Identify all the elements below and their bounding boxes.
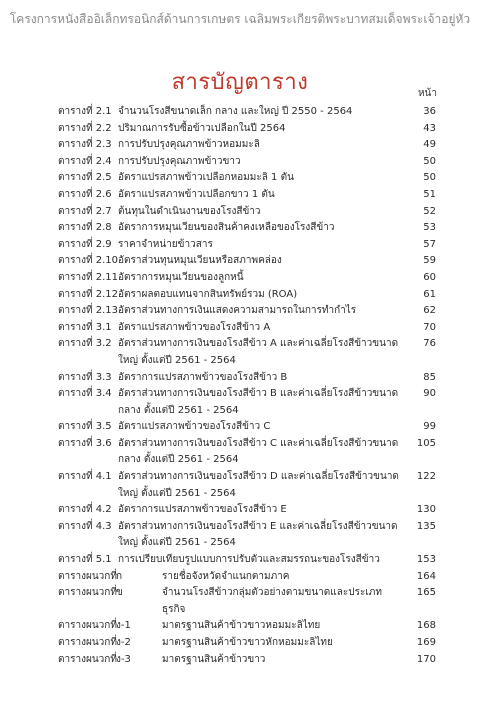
entry-label: ตารางที่ 5.1 — [58, 554, 112, 566]
entry-label: ตารางที่ 3.2 — [58, 338, 112, 350]
entry-page: 61 — [423, 288, 436, 300]
entry-label: ตารางที่ 4.3 — [58, 520, 112, 532]
entry-title: มาตรฐานสินค้าข้าวขาวหักหอมมะลิไทย — [162, 637, 333, 648]
toc-entry[interactable] — [58, 170, 438, 187]
entry-page: 53 — [423, 222, 436, 234]
entry-label: ตารางผนวกที่ — [58, 653, 117, 665]
entry-page: 90 — [423, 388, 436, 400]
toc-entry[interactable] — [58, 419, 438, 436]
toc-entry[interactable] — [58, 220, 438, 237]
entry-page: 36 — [423, 106, 436, 117]
entry-label: ตารางที่ 2.1 — [58, 106, 112, 117]
entry-number: ง-3 — [116, 653, 131, 665]
entry-label: ตารางที่ 3.5 — [58, 421, 112, 433]
appendix-entry[interactable] — [58, 618, 438, 635]
entry-title: อัตราส่วนทุนหมุนเวียนหรือสภาพคล่อง — [118, 255, 282, 267]
entry-title: อัตราส่วนทางการเงินของโรงสีข้าว D และค่าเฉลี่ยโรงสีข้าวขนาดใหญ่ ตั้งแต่ปี 2561 - 2564 — [118, 471, 399, 499]
table-of-tables — [58, 104, 438, 668]
entry-label: ตารางที่ 2.7 — [58, 205, 112, 217]
entry-page: 165 — [416, 587, 436, 599]
entry-title: มาตรฐานสินค้าข้าวขาว — [162, 653, 266, 665]
entry-label: ตารางที่ 2.9 — [58, 238, 112, 250]
entry-label: ตารางที่ 2.12 — [58, 288, 119, 300]
appendix-entry[interactable] — [58, 635, 438, 652]
entry-label: ตารางที่ 3.6 — [58, 437, 112, 449]
entry-page: 49 — [423, 139, 436, 151]
entry-label: ตารางที่ 2.8 — [58, 222, 112, 234]
toc-entry[interactable] — [58, 237, 438, 254]
entry-number: ก — [116, 570, 123, 582]
entry-page: 59 — [423, 255, 436, 267]
toc-entry[interactable] — [58, 187, 438, 204]
entry-label: ตารางที่ 2.10 — [58, 255, 119, 267]
toc-entry[interactable] — [58, 253, 438, 270]
entry-label: ตารางที่ 2.5 — [58, 172, 112, 184]
entry-title: รายชื่อจังหวัดจำแนกตามภาค — [162, 570, 290, 582]
entry-label: ตารางที่ 3.3 — [58, 371, 112, 383]
page-title: สารบัญตาราง — [171, 70, 309, 95]
appendix-entry[interactable] — [58, 585, 438, 618]
entry-label: ตารางที่ 4.2 — [58, 504, 112, 516]
entry-title: อัตราการแปรสภาพข้าวของโรงสีข้าว E — [118, 504, 287, 516]
entry-label: ตารางที่ 4.1 — [58, 471, 112, 483]
entry-title: อัตราส่วนทางการเงินของโรงสีข้าว E และค่าเฉลี่ยโรงสีข้าวขนาดใหญ่ ตั้งแต่ปี 2561 - 2564 — [118, 520, 398, 549]
entry-label: ตารางที่ 3.4 — [58, 388, 112, 400]
entry-page: 50 — [423, 155, 436, 167]
entry-page: 135 — [416, 520, 436, 532]
toc-entry[interactable] — [58, 436, 438, 469]
toc-entry[interactable] — [58, 104, 438, 121]
entry-page: 164 — [416, 570, 436, 582]
entry-label: ตารางที่ 2.11 — [58, 271, 119, 283]
entry-title: ต้นทุนในดำเนินงานของโรงสีข้าว — [118, 205, 261, 217]
appendix-entry[interactable] — [58, 652, 438, 669]
entry-title: อัตราแปรสภาพข้าวเปลือกขาว 1 ตัน — [118, 188, 275, 200]
entry-page: 52 — [423, 205, 436, 217]
entry-page: 130 — [416, 504, 436, 516]
entry-label: ตารางผนวกที่ — [58, 637, 117, 648]
toc-entry[interactable] — [58, 469, 438, 502]
entry-page: 76 — [423, 338, 436, 350]
entry-title: อัตราผลตอบแทนจากสินทรัพย์รวม (ROA) — [118, 288, 298, 300]
entry-page: 62 — [423, 305, 436, 317]
entry-label: ตารางที่ 2.6 — [58, 188, 112, 200]
entry-page: 99 — [423, 421, 436, 433]
toc-entry[interactable] — [58, 320, 438, 337]
entry-title: การเปรียบเทียบรูปแบบการปรับตัวและสมรรถนะของโรงสีข้าว — [118, 554, 380, 566]
entry-page: 57 — [423, 238, 436, 250]
entry-page: 51 — [423, 188, 436, 200]
entry-page: 85 — [423, 371, 436, 383]
toc-entry[interactable] — [58, 370, 438, 387]
entry-title: อัตราส่วนทางการเงินของโรงสีข้าว A และค่าเฉลี่ยโรงสีข้าวขนาดใหญ่ ตั้งแต่ปี 2561 - 2564 — [118, 338, 399, 366]
entry-page: 105 — [416, 437, 436, 449]
entry-page: 169 — [416, 637, 436, 648]
entry-title: อัตราส่วนทางการเงินของโรงสีข้าว C และค่าเฉลี่ยโรงสีข้าวขนาดกลาง ตั้งแต่ปี 2561 - 2564 — [118, 437, 399, 466]
entry-number: ง-1 — [116, 620, 131, 632]
entry-page: 50 — [423, 172, 436, 184]
toc-entry[interactable] — [58, 121, 438, 138]
entry-label: ตารางที่ 2.2 — [58, 122, 112, 134]
toc-entry[interactable] — [58, 386, 438, 419]
entry-page: 153 — [416, 554, 436, 566]
entry-title: ปริมาณการรับซื้อข้าวเปลือกในปี 2564 — [118, 122, 286, 134]
toc-entry[interactable] — [58, 336, 438, 369]
entry-label: ตารางที่ 2.13 — [58, 305, 119, 317]
entry-page: 168 — [416, 620, 436, 632]
toc-entry[interactable] — [58, 552, 438, 569]
entry-label: ตารางผนวกที่ — [58, 620, 117, 632]
entry-title: อัตราการแปรสภาพข้าวของโรงสีข้าว B — [118, 371, 288, 383]
entry-label: ตารางผนวกที่ — [58, 587, 117, 599]
entry-label: ตารางที่ 2.3 — [58, 139, 112, 151]
entry-title: อัตราแปรสภาพข้าวของโรงสีข้าว A — [118, 321, 271, 333]
entry-page: 70 — [423, 321, 436, 333]
entry-title: ราคาจำหน่ายข้าวสาร — [118, 238, 213, 250]
entry-label: ตารางที่ 2.4 — [58, 155, 112, 167]
toc-entry[interactable] — [58, 154, 438, 171]
toc-entry[interactable] — [58, 270, 438, 287]
appendix-entry[interactable] — [58, 569, 438, 586]
entry-title: อัตราส่วนทางการเงินของโรงสีข้าว B และค่าเฉลี่ยโรงสีข้าวขนาดกลาง ตั้งแต่ปี 2561 - 2564 — [118, 388, 399, 416]
entry-title: จำนวนโรงสีข้าวกลุ่มตัวอย่างตามขนาดและประเภทธุรกิจ — [162, 587, 382, 615]
entry-title: อัตราส่วนทางการเงินแสดงความสามารถในการทำกำไร — [118, 305, 357, 317]
entry-number: ข — [116, 587, 123, 599]
entry-title: อัตราการหมุนเวียนของสินค้าคงเหลือของโรงสีข้าว — [118, 222, 335, 234]
entry-page: 122 — [416, 471, 436, 483]
entry-title: อัตราแปรสภาพข้าวของโรงสีข้าว C — [118, 421, 271, 433]
running-header: โครงการหนังสืออิเล็กทรอนิกส์ด้านการเกษตร เฉลิมพระเกียรติพระบาทสมเด็จพระเจ้าอยู่หัว — [9, 12, 471, 26]
toc-entry[interactable] — [58, 519, 438, 552]
page-column-label: หน้า — [417, 88, 437, 99]
entry-label: ตารางที่ 3.1 — [58, 321, 112, 333]
toc-entry[interactable] — [58, 303, 438, 320]
entry-page: 170 — [416, 653, 436, 665]
toc-entry[interactable] — [58, 287, 438, 304]
entry-title: มาตรฐานสินค้าข้าวขาวหอมมะลิไทย — [162, 620, 321, 632]
toc-entry[interactable] — [58, 137, 438, 154]
entry-title: อัตราการหมุนเวียนของลูกหนี้ — [118, 271, 244, 283]
entry-title: จำนวนโรงสีขนาดเล็ก กลาง และใหญ่ ปี 2550 - 2564 — [118, 106, 353, 117]
entry-title: อัตราแปรสภาพข้าวเปลือกหอมมะลิ 1 ตัน — [118, 172, 294, 184]
entry-page: 43 — [423, 122, 436, 134]
toc-entry[interactable] — [58, 204, 438, 221]
entry-title: การปรับปรุงคุณภาพข้าวขาว — [118, 155, 241, 167]
entry-label: ตารางผนวกที่ — [58, 570, 117, 582]
entry-title: การปรับปรุงคุณภาพข้าวหอมมะลิ — [118, 139, 260, 151]
toc-entry[interactable] — [58, 502, 438, 519]
entry-page: 60 — [423, 271, 436, 283]
entry-number: ง-2 — [116, 637, 131, 648]
